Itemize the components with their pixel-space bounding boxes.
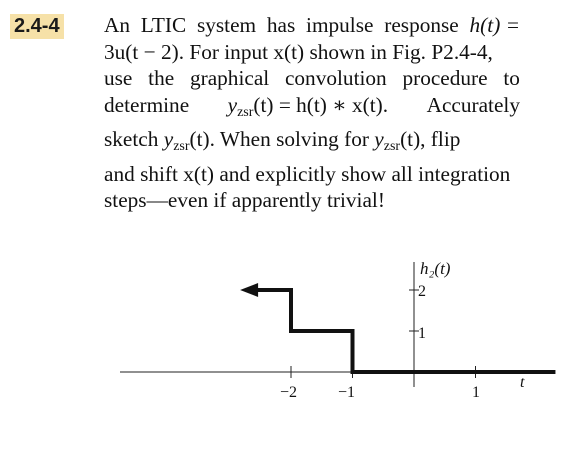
word: convolution (284, 66, 387, 90)
word: LTIC (140, 13, 187, 37)
figure-plot (0, 232, 574, 432)
word: h(t) = (469, 13, 520, 37)
word: response (384, 13, 459, 37)
word: determine (104, 92, 190, 117)
problem-text (104, 12, 520, 214)
word: An (104, 13, 131, 37)
problem-number: 2.4-4 (10, 14, 64, 39)
word: system (196, 13, 257, 37)
word: use (104, 66, 133, 90)
equation: $y_{zsr}(t) = h(t)$ ∗ x(t). (227, 92, 389, 120)
word: graphical (189, 66, 270, 90)
x-tick-label: −1 (338, 384, 356, 401)
problem-line-7: steps—even if apparently trivial! (104, 188, 385, 212)
word: Accurately (426, 92, 520, 117)
signal-line (254, 290, 555, 372)
plot-marks (240, 283, 555, 378)
x-tick-label: 1 (472, 384, 480, 401)
problem-line-1 (104, 12, 520, 39)
y-tick-label: 2 (418, 283, 426, 300)
y-axis-label: h₂(t) (420, 259, 451, 278)
word: to (503, 66, 520, 90)
x-axis-label: t (520, 374, 525, 391)
problem-line-4 (104, 92, 520, 127)
word: procedure (402, 66, 488, 90)
problem-line-3 (104, 65, 520, 92)
word: impulse (306, 13, 374, 37)
problem-line-2: 3u(t − 2). For input x(t) shown in Fig. P2.4-4, (104, 39, 493, 64)
y-tick-label: 1 (418, 325, 426, 342)
word: the (148, 66, 175, 90)
x-tick-label: −2 (280, 384, 298, 401)
problem-line-6: and shift x(t) and explicitly show all integration (104, 161, 511, 186)
left-arrow-head (240, 283, 258, 297)
problem-line-5: sketch $y_{zsr}(t)$. When solving for $y_{zsr}(t)$, flip (104, 127, 461, 154)
word: has (266, 13, 296, 37)
